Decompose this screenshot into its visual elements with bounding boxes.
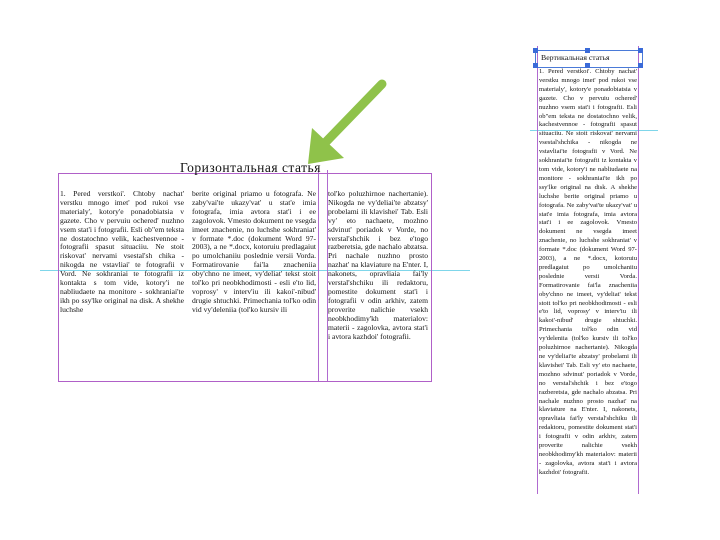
column-text: 1. Pered verstkoi'. Chtoby nachat' verstku mnogo imet' pod rukoi vse materialy', kotory'e ponadobiatsia v gazete. Cho v pervuiu ochered' nuzhno vsem stat'i i fotografii. Esli ob"em teksta ne dostatochno velik, kachestvennoe - fotografii spasut situaciiu. Ne stoit riskovat' nervami vsestal'shchika - nikogda ne vstavliai'te fotografii v Vord. Ne sokhraniai'te fotografii iz kontakta v tom vide, kotory'i ne nabliudaete na monitore - sokhraniai'te ikh po ssy'lke original na disk. A shekhe luchshe berite original priamo u fotografa. Ne zaby'vai'te ukazy'vat' u stat'e imia fotografa, imia avtora stat'i i ee zagolovok. Vmesto dokument ne vsegda imeet znachenie, no luchshe sokhraniat' v formate *.doc (dokument Word 97-2003), a ne *.docx, kotoruiu predlagaiut po umolchaniiu poslednie versii Vorda. Formatirovanie fai'la znacheniia oby'chno ne imeet, vy'deliat' tekst stoit tol'ko pri neobkhodimosti - esli e'to lid, voprosy' v interv'iu ili kakoi'-nibud' drugie shtuchki. Primechania tol'ko odin vid vy'deleniia (tol'ko kursiv ili tol'ko poluzhirnoe nachertanie). Nikogda ne vy'deliai'te abzatsy' probelami ili klavishei' Tab. Esli vy' eto nachaete, mozhno sdvinut' poriadok v Vorde, no verstal'shchik i bez e'togo razberetsia, gde nachalo abzatsa. Pri nachale nuzhno prosto nazhat' na klaviature na E'nter. I, nakonets, opravliaia fai'ly verstal'shchiku ili redaktoru, pomestite dokument stat'i i fotografii v odin arkhiv, zatem proverite nalichie vsekh neobkhodimy'kh materialov: materii - zagolovka, avtora stat'i i avtora kazhdoi' fotografii.: [539, 68, 637, 476]
horizontal-article-title: Горизонтальная статья: [180, 160, 321, 175]
arrow-icon: [300, 78, 390, 170]
selection-handle[interactable]: [533, 63, 538, 68]
guide-line-vertical: [638, 46, 639, 494]
column-text: berite original priamo u fotografa. Ne zaby'vai'te ukazy'vat' u stat'e imia fotografa, imia avtora stat'i i ee zagolovok. Vmesto dokument ne vsegda imeet znachenie, no luchshe sokhraniat' v formate *.doc (dokument Word 97-2003), a ne *.docx, kotoruiu predlagaiut po umolchaniiu poslednie versii Vorda. Formatirovanie fai'la znacheniia oby'chno ne imeet, vy'deliat' tekst stoit tol'ko pri neobkhodimosti - esli e'to lid, voprosy' v interv'iu ili kakoi'-nibud' drugie shtuchki. Primechania tol'ko odin vid vy'deleniia (tol'ko kursiv ili: [192, 190, 316, 314]
horizontal-article-column-2: [192, 190, 316, 376]
horizontal-article-column-3: [328, 190, 428, 376]
selection-handle[interactable]: [533, 48, 538, 53]
vertical-article-title: Вертикальная статья: [541, 53, 610, 62]
selection-handle[interactable]: [638, 63, 643, 68]
column-text: 1. Pered verstkoi'. Chtoby nachat' verstku mnogo imet' pod rukoi vse materialy', kotory'e ponadobiatsia v gazete. Cho v pervuiu ochered' nuzhno vsem stat'i i fotografii. Esli ob"em teksta ne dostatochno velik, kachestvennoe - fotografii spasut situaciiu. Ne stoit riskovat' nervami vsestal'sh chika - nikogda ne vstavliai' te fotografii v Vord. Ne sokhraniai te fotografii iz kontakta s tom vide, kotory'i ne nabliudaete na monitore - sokhraniai'te ikh po ssy'lke original na disk. A shekhe luchshe: [60, 190, 184, 314]
vertical-article-column: [539, 68, 637, 492]
guide-line-vertical: [537, 46, 538, 494]
selection-handle[interactable]: [638, 48, 643, 53]
column-text: tol'ko poluzhirnoe nachertanie). Nikogda ne vy'deliai'te abzatsy' probelami ili klavishei' Tab. Esli vy' eto nachaete, mozhno sdvinut' poriadok v Vorde, no verstal'shchik i bez e'togo razberetsia, gde nachalo abzatsa. Pri nachale nuzhno prosto nazhat' na klaviature na E'nter. I, nakonets, opravliaia fai'ly verstal'shchiku ili redaktoru, pomestite dokument stat'i i fotografii v odin arkhiv, zatem proverite nalichie vsekh neobkhodimy'kh materialov: materii - zagolovka, avtora stat'i i avtora kazhdoi' fotografii.: [328, 190, 428, 341]
horizontal-article-column-1: [60, 190, 184, 376]
